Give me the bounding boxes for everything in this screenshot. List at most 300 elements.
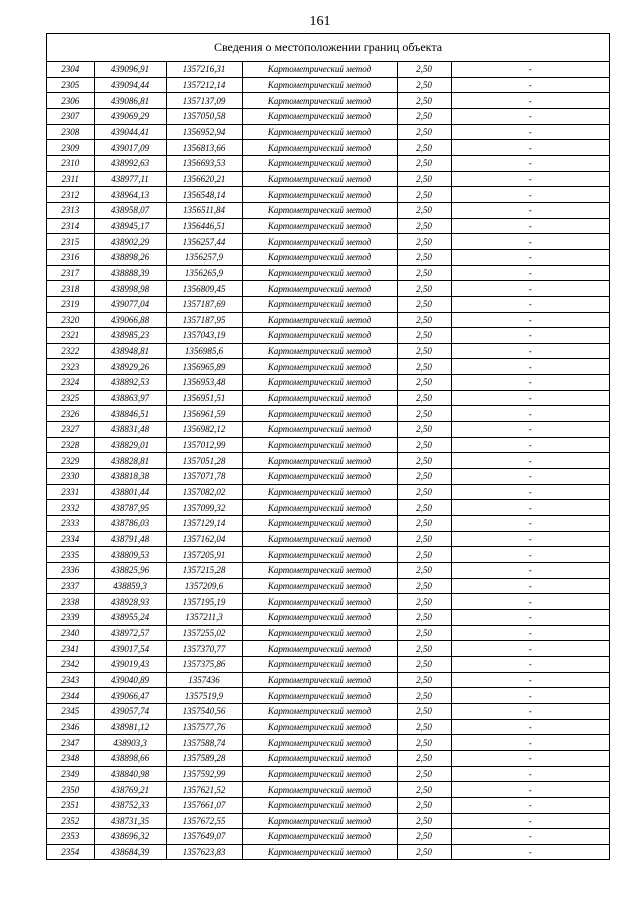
precision-cell: 2,50 — [397, 249, 451, 265]
x-coordinate-cell: 438863,97 — [94, 390, 166, 406]
point-number-cell: 2332 — [47, 500, 94, 516]
table-row — [47, 171, 609, 187]
y-coordinate-cell: 1357212,14 — [166, 77, 242, 93]
table-row — [47, 312, 609, 328]
table-row — [47, 140, 609, 156]
method-cell: Картометрический метод — [242, 625, 397, 641]
y-coordinate-cell: 1357209,6 — [166, 578, 242, 594]
method-cell: Картометрический метод — [242, 547, 397, 563]
y-coordinate-cell: 1357050,58 — [166, 108, 242, 124]
description-cell: - — [451, 249, 609, 265]
section-title: Сведения о местоположении границ объекта — [47, 34, 609, 62]
description-cell: - — [528, 847, 532, 858]
point-number-cell: 2318 — [47, 281, 94, 297]
description-cell: - — [451, 766, 609, 782]
point-number-cell: 2309 — [47, 140, 94, 156]
x-coordinate-cell: 438977,11 — [94, 171, 166, 187]
y-coordinate-cell: 1356446,51 — [166, 218, 242, 234]
description-cell: - — [451, 218, 609, 234]
y-coordinate-cell: 1356620,21 — [166, 171, 242, 187]
table-row — [47, 375, 609, 391]
description-cell: - — [451, 782, 609, 798]
point-number-cell: 2313 — [47, 202, 94, 218]
point-number-cell: 2340 — [47, 625, 94, 641]
precision-cell: 2,50 — [397, 688, 451, 704]
point-number-cell: 2350 — [47, 782, 94, 798]
description-cell: - — [451, 797, 609, 813]
table-row — [47, 563, 609, 579]
table-row — [47, 813, 609, 829]
precision-cell: 2,50 — [397, 453, 451, 469]
method-cell: Картометрический метод — [242, 672, 397, 688]
description-cell: - — [451, 312, 609, 328]
point-number-cell: 2311 — [47, 171, 94, 187]
point-number-cell: 2315 — [47, 234, 94, 250]
table-row — [47, 844, 609, 859]
y-coordinate-cell: 1357187,95 — [166, 312, 242, 328]
description-cell: - — [451, 500, 609, 516]
description-cell: - — [451, 469, 609, 485]
x-coordinate-cell: 439019,43 — [94, 656, 166, 672]
precision-cell: 2,50 — [397, 672, 451, 688]
method-cell: Картометрический метод — [242, 719, 397, 735]
precision-cell: 2,50 — [397, 563, 451, 579]
point-number-cell: 2352 — [47, 813, 94, 829]
point-number-cell: 2319 — [47, 296, 94, 312]
y-coordinate-cell: 1357588,74 — [166, 735, 242, 751]
precision-cell: 2,50 — [397, 500, 451, 516]
precision-cell: 2,50 — [397, 218, 451, 234]
y-coordinate-cell: 1356693,53 — [166, 155, 242, 171]
x-coordinate-cell: 439040,89 — [94, 672, 166, 688]
x-coordinate-cell: 438731,35 — [94, 813, 166, 829]
table-row — [47, 578, 609, 594]
table-row — [47, 281, 609, 297]
y-coordinate-cell: 1356952,94 — [166, 124, 242, 140]
description-cell: - — [451, 437, 609, 453]
precision-cell: 2,50 — [397, 422, 451, 438]
x-coordinate-cell: 439077,04 — [94, 296, 166, 312]
precision-cell: 2,50 — [397, 124, 451, 140]
description-cell: - — [451, 829, 609, 845]
table-row — [47, 719, 609, 735]
description-cell: - — [451, 735, 609, 751]
x-coordinate-cell: 438829,01 — [94, 437, 166, 453]
x-coordinate-cell: 438964,13 — [94, 187, 166, 203]
x-coordinate-cell: 438840,98 — [94, 766, 166, 782]
x-coordinate-cell: 438818,38 — [94, 469, 166, 485]
precision-cell: 2,50 — [397, 265, 451, 281]
description-cell: - — [451, 516, 609, 532]
y-coordinate-cell: 1356985,6 — [166, 343, 242, 359]
precision-cell: 2,50 — [397, 813, 451, 829]
precision-cell: 2,50 — [397, 406, 451, 422]
point-number-cell: 2345 — [47, 703, 94, 719]
y-coordinate-cell: 1356961,59 — [166, 406, 242, 422]
method-cell: Картометрический метод — [242, 234, 397, 250]
y-coordinate-cell: 1357370,77 — [166, 641, 242, 657]
description-cell: - — [451, 187, 609, 203]
point-number-cell: 2324 — [47, 375, 94, 391]
method-cell: Картометрический метод — [242, 77, 397, 93]
y-coordinate-cell: 1357205,91 — [166, 547, 242, 563]
table-row — [47, 625, 609, 641]
description-cell: - — [451, 531, 609, 547]
method-cell: Картометрический метод — [242, 453, 397, 469]
precision-cell: 2,50 — [397, 281, 451, 297]
x-coordinate-cell: 438948,81 — [94, 343, 166, 359]
method-cell: Картометрический метод — [242, 594, 397, 610]
precision-cell: 2,50 — [397, 343, 451, 359]
precision-cell: 2,50 — [397, 155, 451, 171]
precision-cell: 2,50 — [397, 750, 451, 766]
y-coordinate-cell: 1356809,45 — [166, 281, 242, 297]
table-row — [47, 782, 609, 798]
description-cell: - — [451, 93, 609, 109]
y-coordinate-cell: 1357137,09 — [166, 93, 242, 109]
point-number-cell: 2331 — [47, 484, 94, 500]
table-row — [47, 390, 609, 406]
point-number-cell: 2314 — [47, 218, 94, 234]
description-cell: - — [451, 563, 609, 579]
method-cell: Картометрический метод — [242, 281, 397, 297]
method-cell: Картометрический метод — [242, 249, 397, 265]
description-cell: - — [451, 578, 609, 594]
table-row — [47, 750, 609, 766]
method-cell: Картометрический метод — [242, 766, 397, 782]
table-row — [47, 234, 609, 250]
y-coordinate-cell: 1357592,99 — [166, 766, 242, 782]
table-row — [47, 500, 609, 516]
x-coordinate-cell: 438898,26 — [94, 249, 166, 265]
table-row — [47, 93, 609, 109]
y-coordinate-cell: 1357082,02 — [166, 484, 242, 500]
x-coordinate-cell: 438958,07 — [94, 202, 166, 218]
method-cell: Картометрический метод — [242, 93, 397, 109]
method-cell: Картометрический метод — [242, 124, 397, 140]
x-coordinate-cell: 438892,53 — [94, 375, 166, 391]
method-cell: Картометрический метод — [242, 62, 397, 77]
y-coordinate-cell: 1357215,28 — [166, 563, 242, 579]
point-number-cell: 2346 — [47, 719, 94, 735]
table-row — [47, 609, 609, 625]
method-cell: Картометрический метод — [242, 312, 397, 328]
method-cell: Картометрический метод — [242, 531, 397, 547]
point-number-cell: 2325 — [47, 390, 94, 406]
method-cell: Картометрический метод — [242, 735, 397, 751]
method-cell: Картометрический метод — [242, 797, 397, 813]
method-cell: Картометрический метод — [242, 343, 397, 359]
method-cell: Картометрический метод — [242, 641, 397, 657]
table-row — [47, 735, 609, 751]
description-cell: - — [451, 62, 609, 77]
y-coordinate-cell: 1357071,78 — [166, 469, 242, 485]
precision-cell: 2,50 — [397, 234, 451, 250]
point-number-cell: 2347 — [47, 735, 94, 751]
table-row — [47, 328, 609, 344]
table-row — [47, 296, 609, 312]
table-row — [47, 437, 609, 453]
point-number-cell: 2306 — [47, 93, 94, 109]
point-number-cell: 2310 — [47, 155, 94, 171]
y-coordinate-cell: 1356813,66 — [166, 140, 242, 156]
precision-cell: 2,50 — [397, 625, 451, 641]
point-number-cell: 2344 — [47, 688, 94, 704]
description-cell: - — [451, 672, 609, 688]
description-cell: - — [451, 656, 609, 672]
precision-cell: 2,50 — [397, 469, 451, 485]
coordinates-table-body — [47, 62, 609, 859]
precision-cell: 2,50 — [397, 108, 451, 124]
x-coordinate-cell: 438828,81 — [94, 453, 166, 469]
method-cell: Картометрический метод — [242, 782, 397, 798]
description-cell: - — [451, 343, 609, 359]
y-coordinate-cell: 1357187,69 — [166, 296, 242, 312]
method-cell: Картометрический метод — [242, 750, 397, 766]
x-coordinate-cell: 438898,66 — [94, 750, 166, 766]
precision-cell: 2,50 — [397, 531, 451, 547]
precision-cell: 2,50 — [397, 782, 451, 798]
method-cell: Картометрический метод — [242, 484, 397, 500]
description-cell: - — [451, 281, 609, 297]
description-cell: - — [451, 750, 609, 766]
table-row — [47, 359, 609, 375]
precision-cell: 2,50 — [397, 359, 451, 375]
description-cell: - — [451, 390, 609, 406]
y-coordinate-cell: 1357162,04 — [166, 531, 242, 547]
precision-cell: 2,50 — [397, 93, 451, 109]
point-number-cell: 2336 — [47, 563, 94, 579]
boundary-table-frame — [46, 33, 610, 860]
method-cell: Картометрический метод — [242, 563, 397, 579]
description-cell: - — [451, 140, 609, 156]
x-coordinate-cell: 438985,23 — [94, 328, 166, 344]
x-coordinate-cell: 438955,24 — [94, 609, 166, 625]
point-number-cell: 2343 — [47, 672, 94, 688]
table-row — [47, 594, 609, 610]
point-number-cell: 2320 — [47, 312, 94, 328]
method-cell: Картометрический метод — [242, 328, 397, 344]
point-number-cell: 2335 — [47, 547, 94, 563]
x-coordinate-cell: 438998,98 — [94, 281, 166, 297]
precision-cell: 2,50 — [397, 578, 451, 594]
point-number-cell: 2333 — [47, 516, 94, 532]
x-coordinate-cell: 439094,44 — [94, 77, 166, 93]
point-number-cell: 2341 — [47, 641, 94, 657]
precision-cell: 2,50 — [397, 77, 451, 93]
precision-cell: 2,50 — [397, 516, 451, 532]
point-number-cell: 2328 — [47, 437, 94, 453]
point-number-cell: 2334 — [47, 531, 94, 547]
x-coordinate-cell: 438981,12 — [94, 719, 166, 735]
description-cell: - — [451, 484, 609, 500]
point-number-cell: 2348 — [47, 750, 94, 766]
point-number-cell: 2342 — [47, 656, 94, 672]
method-cell: Картометрический метод — [242, 155, 397, 171]
table-row — [47, 797, 609, 813]
x-coordinate-cell: 438786,03 — [94, 516, 166, 532]
point-number-cell: 2351 — [47, 797, 94, 813]
precision-cell: 2,50 — [397, 187, 451, 203]
precision-cell: 2,50 — [397, 547, 451, 563]
point-number-cell: 2326 — [47, 406, 94, 422]
method-cell: Картометрический метод — [242, 656, 397, 672]
precision-cell: 2,50 — [397, 656, 451, 672]
precision-cell: 2,50 — [397, 202, 451, 218]
description-cell: - — [451, 171, 609, 187]
description-cell: - — [451, 124, 609, 140]
y-coordinate-cell: 1357436 — [166, 672, 242, 688]
method-cell: Картометрический метод — [242, 609, 397, 625]
description-cell: - — [451, 359, 609, 375]
description-cell: - — [451, 328, 609, 344]
table-row — [47, 249, 609, 265]
table-row — [47, 516, 609, 532]
x-coordinate-cell: 438945,17 — [94, 218, 166, 234]
x-coordinate-cell: 438769,21 — [94, 782, 166, 798]
precision-cell: 2,50 — [397, 703, 451, 719]
y-coordinate-cell: 1357621,52 — [166, 782, 242, 798]
coordinates-table — [47, 62, 609, 859]
x-coordinate-cell: 438696,32 — [94, 829, 166, 845]
method-cell: Картометрический метод — [242, 829, 397, 845]
table-row — [47, 641, 609, 657]
precision-cell: 2,50 — [397, 719, 451, 735]
x-coordinate-cell: 439017,09 — [94, 140, 166, 156]
y-coordinate-cell: 1357051,28 — [166, 453, 242, 469]
y-coordinate-cell: 1357661,07 — [166, 797, 242, 813]
precision-cell: 2,50 — [397, 844, 451, 859]
description-cell: - — [451, 719, 609, 735]
description-cell: - — [451, 703, 609, 719]
table-row — [47, 469, 609, 485]
precision-cell: 2,50 — [397, 609, 451, 625]
method-cell: Картометрический метод — [242, 844, 397, 859]
table-row — [47, 703, 609, 719]
method-cell: Картометрический метод — [242, 218, 397, 234]
precision-cell: 2,50 — [397, 735, 451, 751]
description-cell: - — [451, 625, 609, 641]
table-row — [47, 406, 609, 422]
y-coordinate-cell: 1357540,56 — [166, 703, 242, 719]
point-number-cell: 2330 — [47, 469, 94, 485]
point-number-cell: 2337 — [47, 578, 94, 594]
y-coordinate-cell: 1357623,83 — [166, 844, 242, 859]
precision-cell: 2,50 — [397, 296, 451, 312]
x-coordinate-cell: 438791,48 — [94, 531, 166, 547]
y-coordinate-cell: 1356965,89 — [166, 359, 242, 375]
method-cell: Картометрический метод — [242, 171, 397, 187]
x-coordinate-cell: 439057,74 — [94, 703, 166, 719]
description-cell: - — [451, 688, 609, 704]
x-coordinate-cell: 438825,96 — [94, 563, 166, 579]
description-cell: - — [451, 422, 609, 438]
y-coordinate-cell: 1357099,32 — [166, 500, 242, 516]
description-cell: - — [451, 406, 609, 422]
precision-cell: 2,50 — [397, 829, 451, 845]
x-coordinate-cell: 439044,41 — [94, 124, 166, 140]
description-cell: - — [451, 155, 609, 171]
point-number-cell: 2312 — [47, 187, 94, 203]
y-coordinate-cell: 1357255,02 — [166, 625, 242, 641]
method-cell: Картометрический метод — [242, 406, 397, 422]
table-row — [47, 484, 609, 500]
point-number-cell: 2316 — [47, 249, 94, 265]
y-coordinate-cell: 1356511,84 — [166, 202, 242, 218]
point-number-cell: 2353 — [47, 829, 94, 845]
y-coordinate-cell: 1356953,48 — [166, 375, 242, 391]
precision-cell: 2,50 — [397, 375, 451, 391]
point-number-cell: 2323 — [47, 359, 94, 375]
description-cell: - — [451, 234, 609, 250]
x-coordinate-cell: 438928,93 — [94, 594, 166, 610]
method-cell: Картометрический метод — [242, 516, 397, 532]
y-coordinate-cell: 1356265,9 — [166, 265, 242, 281]
y-coordinate-cell: 1356951,51 — [166, 390, 242, 406]
y-coordinate-cell: 1356982,12 — [166, 422, 242, 438]
precision-cell: 2,50 — [397, 641, 451, 657]
x-coordinate-cell: 438902,29 — [94, 234, 166, 250]
table-row — [47, 453, 609, 469]
x-coordinate-cell: 438859,3 — [94, 578, 166, 594]
table-row — [47, 202, 609, 218]
y-coordinate-cell: 1357519,9 — [166, 688, 242, 704]
y-coordinate-cell: 1357195,19 — [166, 594, 242, 610]
description-cell: - — [451, 108, 609, 124]
point-number-cell: 2304 — [47, 62, 94, 77]
method-cell: Картометрический метод — [242, 578, 397, 594]
x-coordinate-cell: 438801,44 — [94, 484, 166, 500]
point-number-cell: 2321 — [47, 328, 94, 344]
point-number-cell: 2354 — [47, 844, 94, 859]
method-cell: Картометрический метод — [242, 390, 397, 406]
precision-cell: 2,50 — [397, 328, 451, 344]
y-coordinate-cell: 1356257,44 — [166, 234, 242, 250]
method-cell: Картометрический метод — [242, 202, 397, 218]
precision-cell: 2,50 — [397, 140, 451, 156]
precision-cell: 2,50 — [397, 312, 451, 328]
y-coordinate-cell: 1357012,99 — [166, 437, 242, 453]
y-coordinate-cell: 1356257,9 — [166, 249, 242, 265]
description-cell: - — [451, 547, 609, 563]
x-coordinate-cell: 438752,33 — [94, 797, 166, 813]
x-coordinate-cell: 438809,53 — [94, 547, 166, 563]
table-row — [47, 155, 609, 171]
point-number-cell: 2327 — [47, 422, 94, 438]
y-coordinate-cell: 1357577,76 — [166, 719, 242, 735]
description-cell: - — [451, 296, 609, 312]
page-number: 161 — [309, 14, 331, 29]
point-number-cell: 2349 — [47, 766, 94, 782]
table-row — [47, 108, 609, 124]
y-coordinate-cell: 1357129,14 — [166, 516, 242, 532]
precision-cell: 2,50 — [397, 390, 451, 406]
precision-cell: 2,50 — [397, 766, 451, 782]
table-row — [47, 187, 609, 203]
method-cell: Картометрический метод — [242, 469, 397, 485]
method-cell: Картометрический метод — [242, 500, 397, 516]
description-cell: - — [451, 265, 609, 281]
table-row — [47, 124, 609, 140]
method-cell: Картометрический метод — [242, 296, 397, 312]
point-number-cell: 2329 — [47, 453, 94, 469]
method-cell: Картометрический метод — [242, 375, 397, 391]
x-coordinate-cell: 439066,47 — [94, 688, 166, 704]
table-row — [47, 672, 609, 688]
table-row — [47, 766, 609, 782]
x-coordinate-cell: 438888,39 — [94, 265, 166, 281]
y-coordinate-cell: 1357672,55 — [166, 813, 242, 829]
